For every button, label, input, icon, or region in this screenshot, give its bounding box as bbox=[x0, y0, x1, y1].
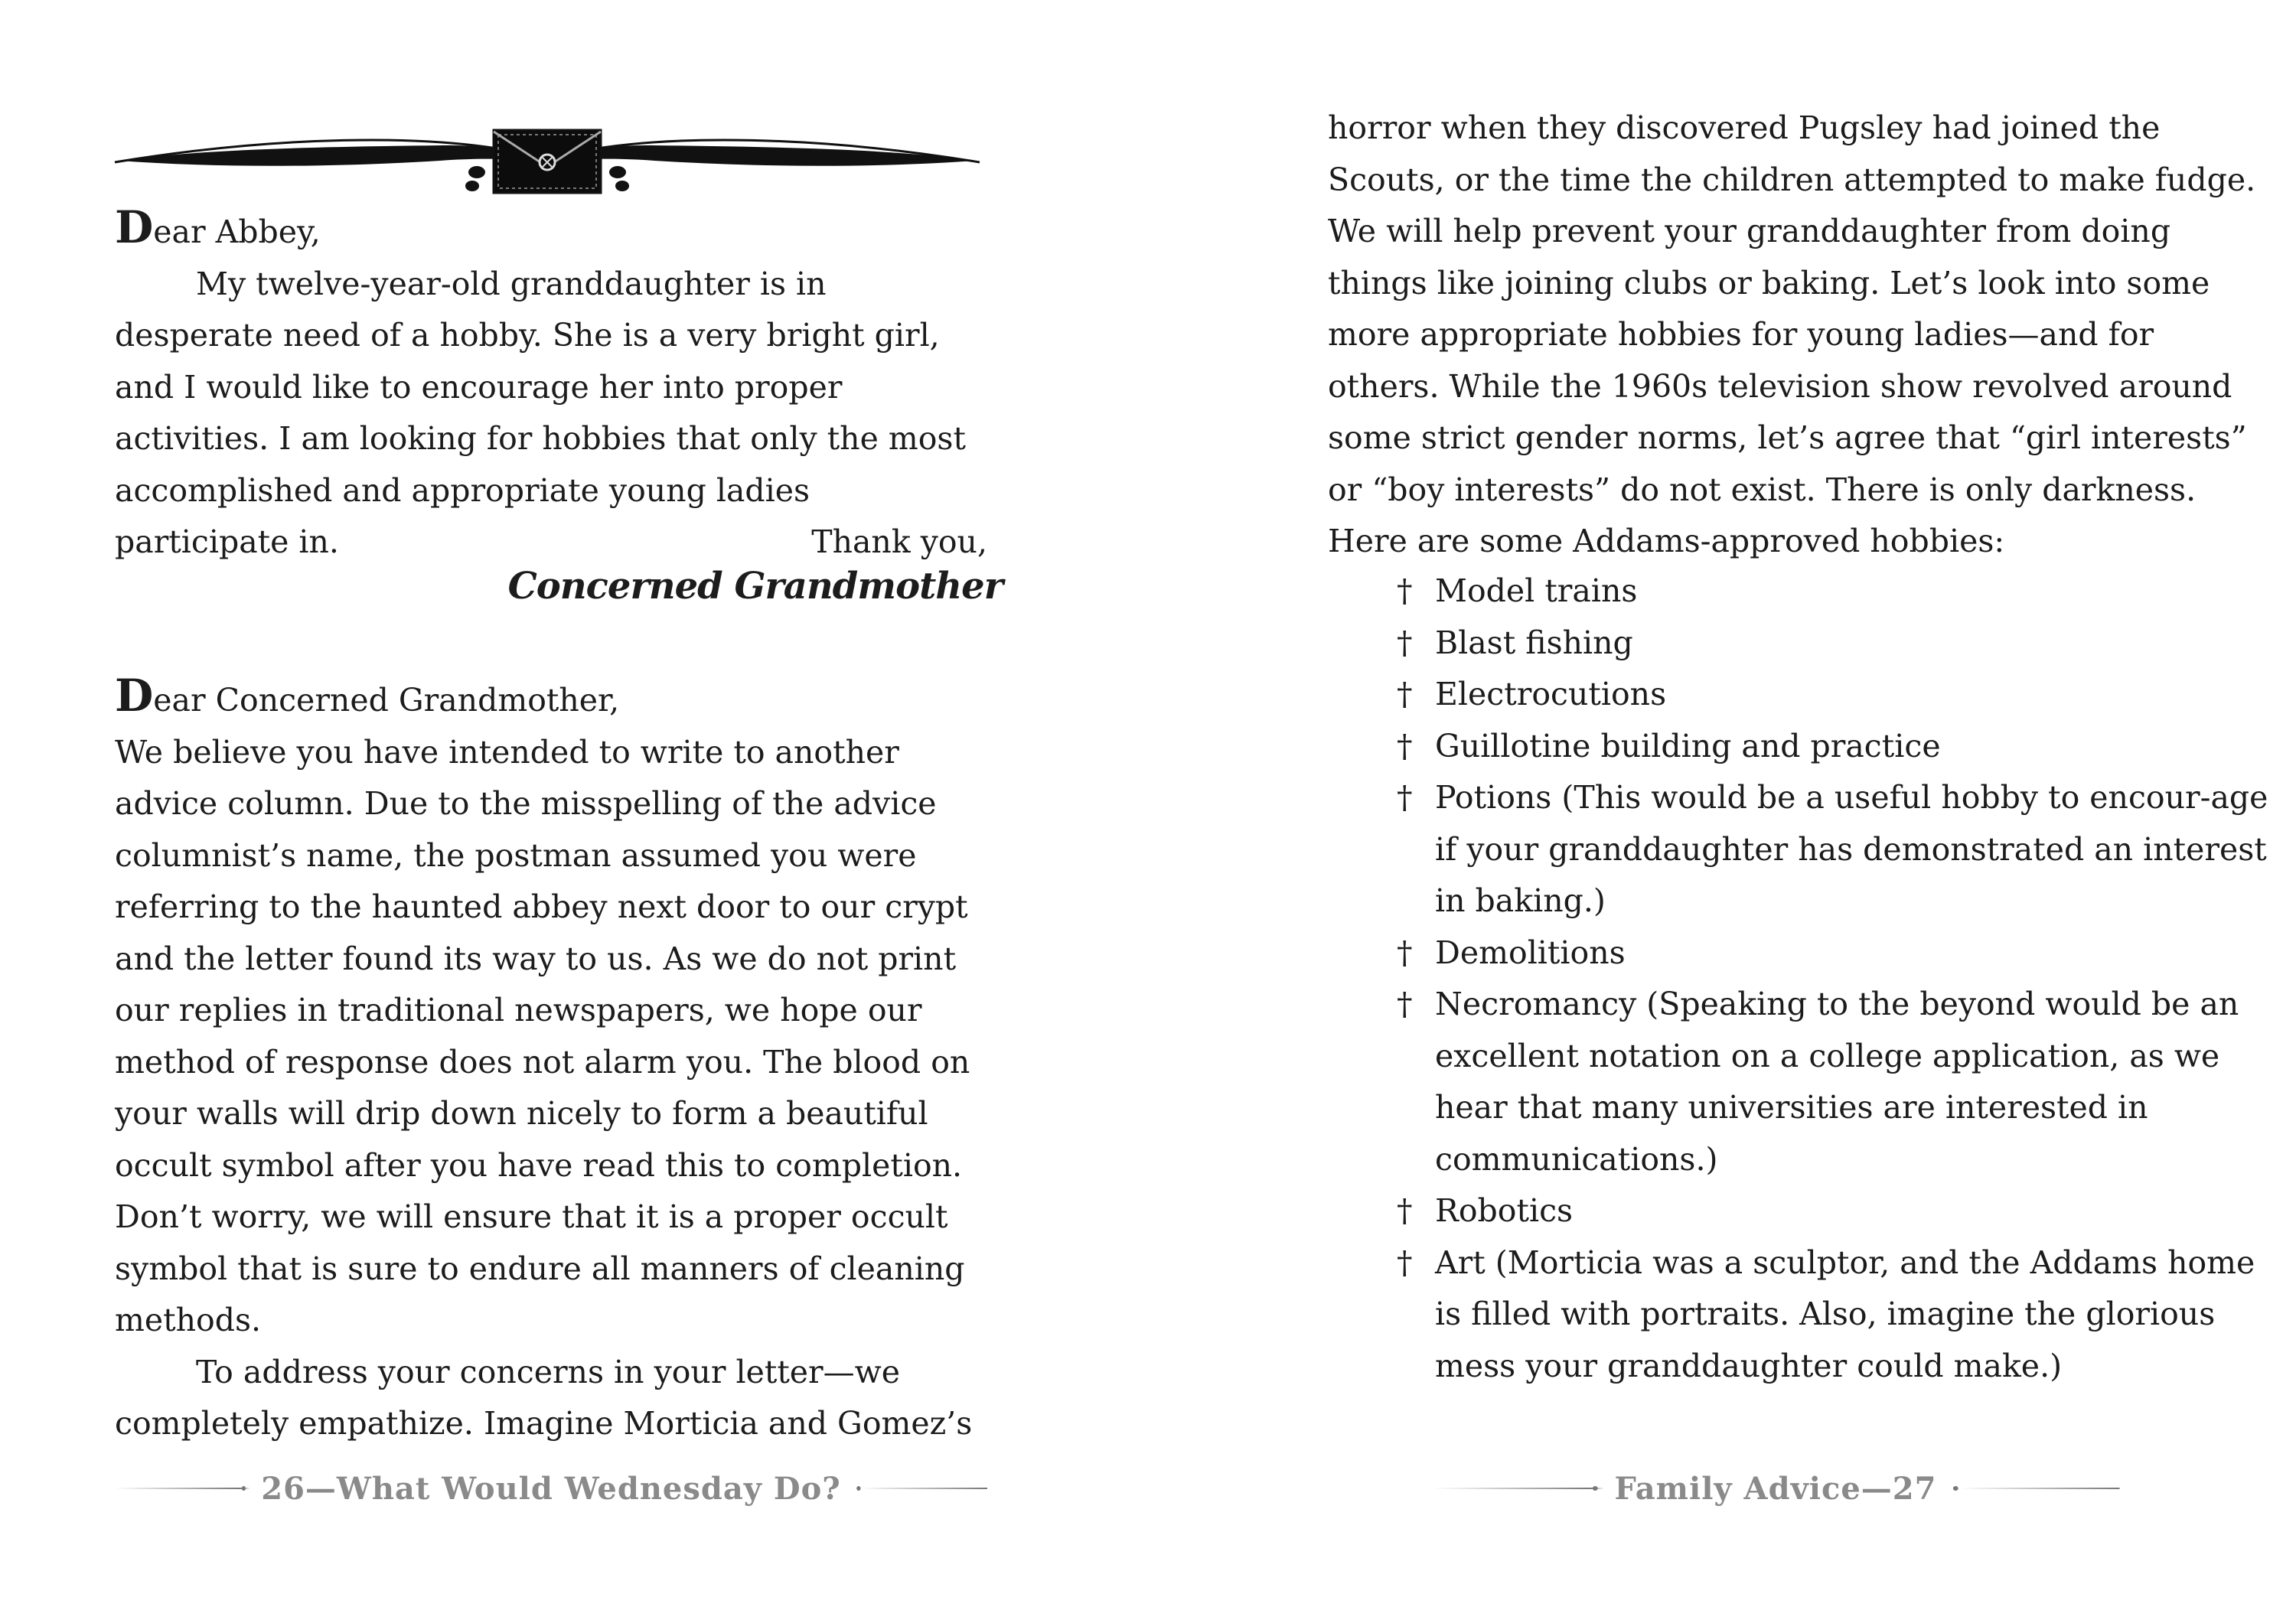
footer-rule bbox=[852, 1487, 987, 1490]
list-item: † Electrocutions bbox=[1404, 669, 2269, 721]
list-item: † Blast fishing bbox=[1404, 618, 2269, 670]
page-footer-left bbox=[115, 1465, 987, 1511]
list-item: † Art (Morticia was a sculptor, and the Addams home is filled with portraits. Also, imagine the glorious mess your granddaughter could make.) bbox=[1404, 1237, 2269, 1393]
continued-paragraph: horror when they discovered Pugsley had joined the Scouts, or the time the children attempted to make fudge. We will help prevent your granddaughter from doing things like joining clubs or baking. Let’s look into some more appropriate hobbies for young ladies—and for others. While the 1960s television show revolved around some strict gender norms, let’s agree that “girl interests” or “boy interests” do not exist. There is only darkness. Here are some Addams-approved hobbies: bbox=[1328, 109, 2256, 559]
page-number-title: Family Advice—27 bbox=[1614, 1470, 1937, 1507]
dagger-bullet-icon: † bbox=[1397, 727, 1413, 764]
dagger-bullet-icon: † bbox=[1397, 624, 1413, 661]
reader-letter bbox=[115, 201, 987, 569]
dagger-bullet-icon: † bbox=[1397, 779, 1413, 816]
drop-cap: D bbox=[115, 201, 154, 253]
letter-closing: Thank you, bbox=[811, 523, 987, 560]
page-number-title: 26—What Would Wednesday Do? bbox=[261, 1470, 841, 1507]
letter-signature: Concerned Grandmother bbox=[507, 565, 1003, 608]
reply-paragraph: We believe you have intended to write to another advice column. Due to the misspelling of the advice columnist’s name, the postman assumed you were referring to the haunted abbey next door to our crypt and the letter found its way to us. As we do not print our replies in traditional newspapers, we hope our method of response does not alarm you. The blood on your walls will drip down nicely to form a beautiful occult symbol after you have read this to completion. Don’t worry, we will ensure that it is a proper occult symbol that is sure to endure all manners of cleaning methods. bbox=[115, 733, 970, 1338]
footer-rule bbox=[1431, 1487, 1604, 1490]
dagger-bullet-icon: † bbox=[1397, 986, 1413, 1022]
list-item: † Model trains bbox=[1404, 566, 2269, 618]
reader-letter-body: My twelve-year-old granddaughter is in desperate need of a hobby. She is a very bright girl, and I would like to encourage her into proper activities. I am looking for hobbies that only the most accomplished and appropriate young ladies participate in. bbox=[115, 265, 966, 560]
reply-salutation: Dear Concerned Grandmother, bbox=[115, 670, 620, 722]
drop-cap: D bbox=[115, 670, 154, 722]
list-item: † Demolitions bbox=[1404, 927, 2269, 980]
right-page bbox=[1148, 0, 2296, 1607]
hobby-list bbox=[1397, 566, 2269, 1392]
footer-rule bbox=[1947, 1487, 2120, 1490]
envelope-flourish-ornament-icon bbox=[111, 115, 983, 207]
reply-paragraph: To address your concerns in your letter—we completely empathize. Imagine Morticia and Gomez’s bbox=[115, 1353, 973, 1442]
reader-salutation: Dear Abbey, bbox=[115, 201, 321, 253]
dagger-bullet-icon: † bbox=[1397, 572, 1413, 609]
list-item: † Guillotine building and practice bbox=[1404, 721, 2269, 773]
dagger-bullet-icon: † bbox=[1397, 1192, 1413, 1229]
list-item: † Necromancy (Speaking to the beyond would be an excellent notation on a college application, as we hear that many universities are interested in communications.) bbox=[1404, 979, 2269, 1185]
reply-letter bbox=[115, 670, 987, 1450]
footer-rule bbox=[115, 1487, 250, 1490]
dagger-bullet-icon: † bbox=[1397, 676, 1413, 712]
dagger-bullet-icon: † bbox=[1397, 1244, 1413, 1281]
dagger-bullet-icon: † bbox=[1397, 934, 1413, 971]
list-item: † Potions (This would be a useful hobby to encour-age if your granddaughter has demonstrated an interest in baking.) bbox=[1404, 772, 2269, 927]
page-footer-right bbox=[1431, 1465, 2120, 1511]
list-item: † Robotics bbox=[1404, 1185, 2269, 1237]
